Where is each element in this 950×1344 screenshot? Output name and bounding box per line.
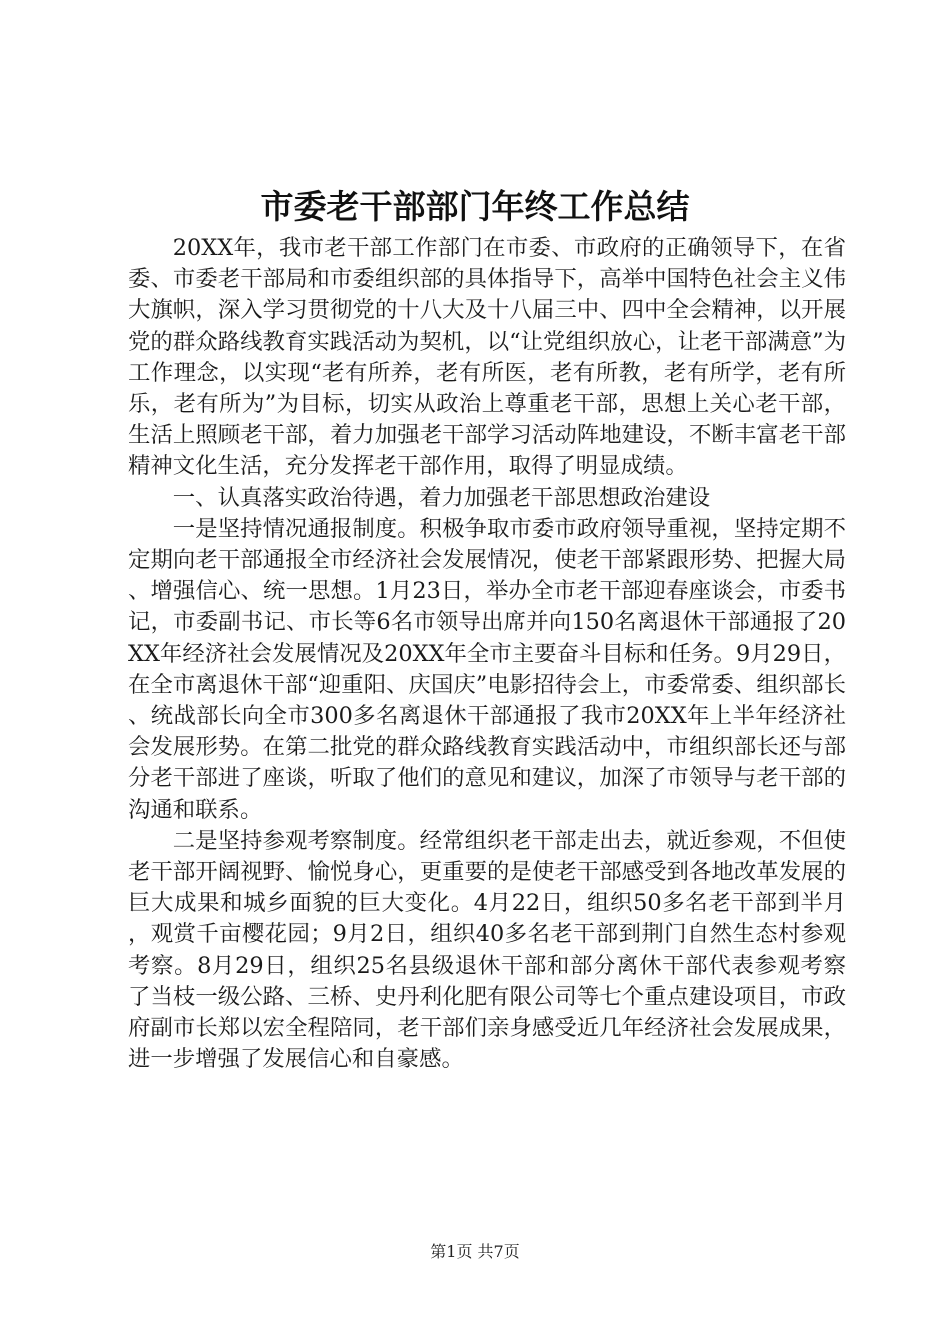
document-body <box>128 233 846 1075</box>
body-paragraph: 一是坚持情况通报制度。积极争取市委市政府领导重视，坚持定期不定期向老干部通报全市经济社会发展情况，使老干部紧跟形势、把握大局、增强信心、统一思想。1月23日，举办全市老干部迎春座谈会，市委书记，市委副书记、市长等6名市领导出席并向150名离退休干部通报了20XX年经济社会发展情况及20XX年全市主要奋斗目标和任务。9月29日，在全市离退休干部“迎重阳、庆国庆”电影招待会上，市委常委、组织部长、统战部长向全市300多名离退休干部通报了我市20XX年上半年经济社会发展形势。在第二批党的群众路线教育实践活动中，市组织部长还与部分老干部进了座谈，听取了他们的意见和建议，加深了市领导与老干部的沟通和联系。 <box>128 515 846 823</box>
body-paragraph: 二是坚持参观考察制度。经常组织老干部走出去，就近参观，不但使老干部开阔视野、愉悦身心，更重要的是使老干部感受到各地改革发展的巨大成果和城乡面貌的巨大变化。4月22日，组织50多名老干部到半月，观赏千亩樱花园；9月2日，组织40多名老干部到荆门自然生态村参观考察。8月29日，组织25名县级退休干部和部分离休干部代表参观考察了当枝一级公路、三桥、史丹利化肥有限公司等七个重点建设项目，市政府副市长郑以宏全程陪同，老干部们亲身感受近几年经济社会发展成果，进一步增强了发展信心和自豪感。 <box>128 827 846 1073</box>
page-footer: 第1页 共7页 <box>430 1242 520 1261</box>
document-title: 市委老干部部门年终工作总结 <box>260 187 690 226</box>
intro-paragraph: 20XX年，我市老干部工作部门在市委、市政府的正确领导下，在省委、市委老干部局和市委组织部的具体指导下，高举中国特色社会主义伟大旗帜，深入学习贯彻党的十八大及十八届三中、四中全会精神，以开展党的群众路线教育实践活动为契机，以“让党组织放心，让老干部满意”为工作理念，以实现“老有所养，老有所医，老有所教，老有所学，老有所乐，老有所为”为目标，切实从政治上尊重老干部，思想上关心老干部，生活上照顾老干部，着力加强老干部学习活动阵地建设，不断丰富老干部精神文化生活，充分发挥老干部作用，取得了明显成绩。 <box>128 235 846 480</box>
section-heading: 一、认真落实政治待遇，着力加强老干部思想政治建设 <box>172 484 711 511</box>
